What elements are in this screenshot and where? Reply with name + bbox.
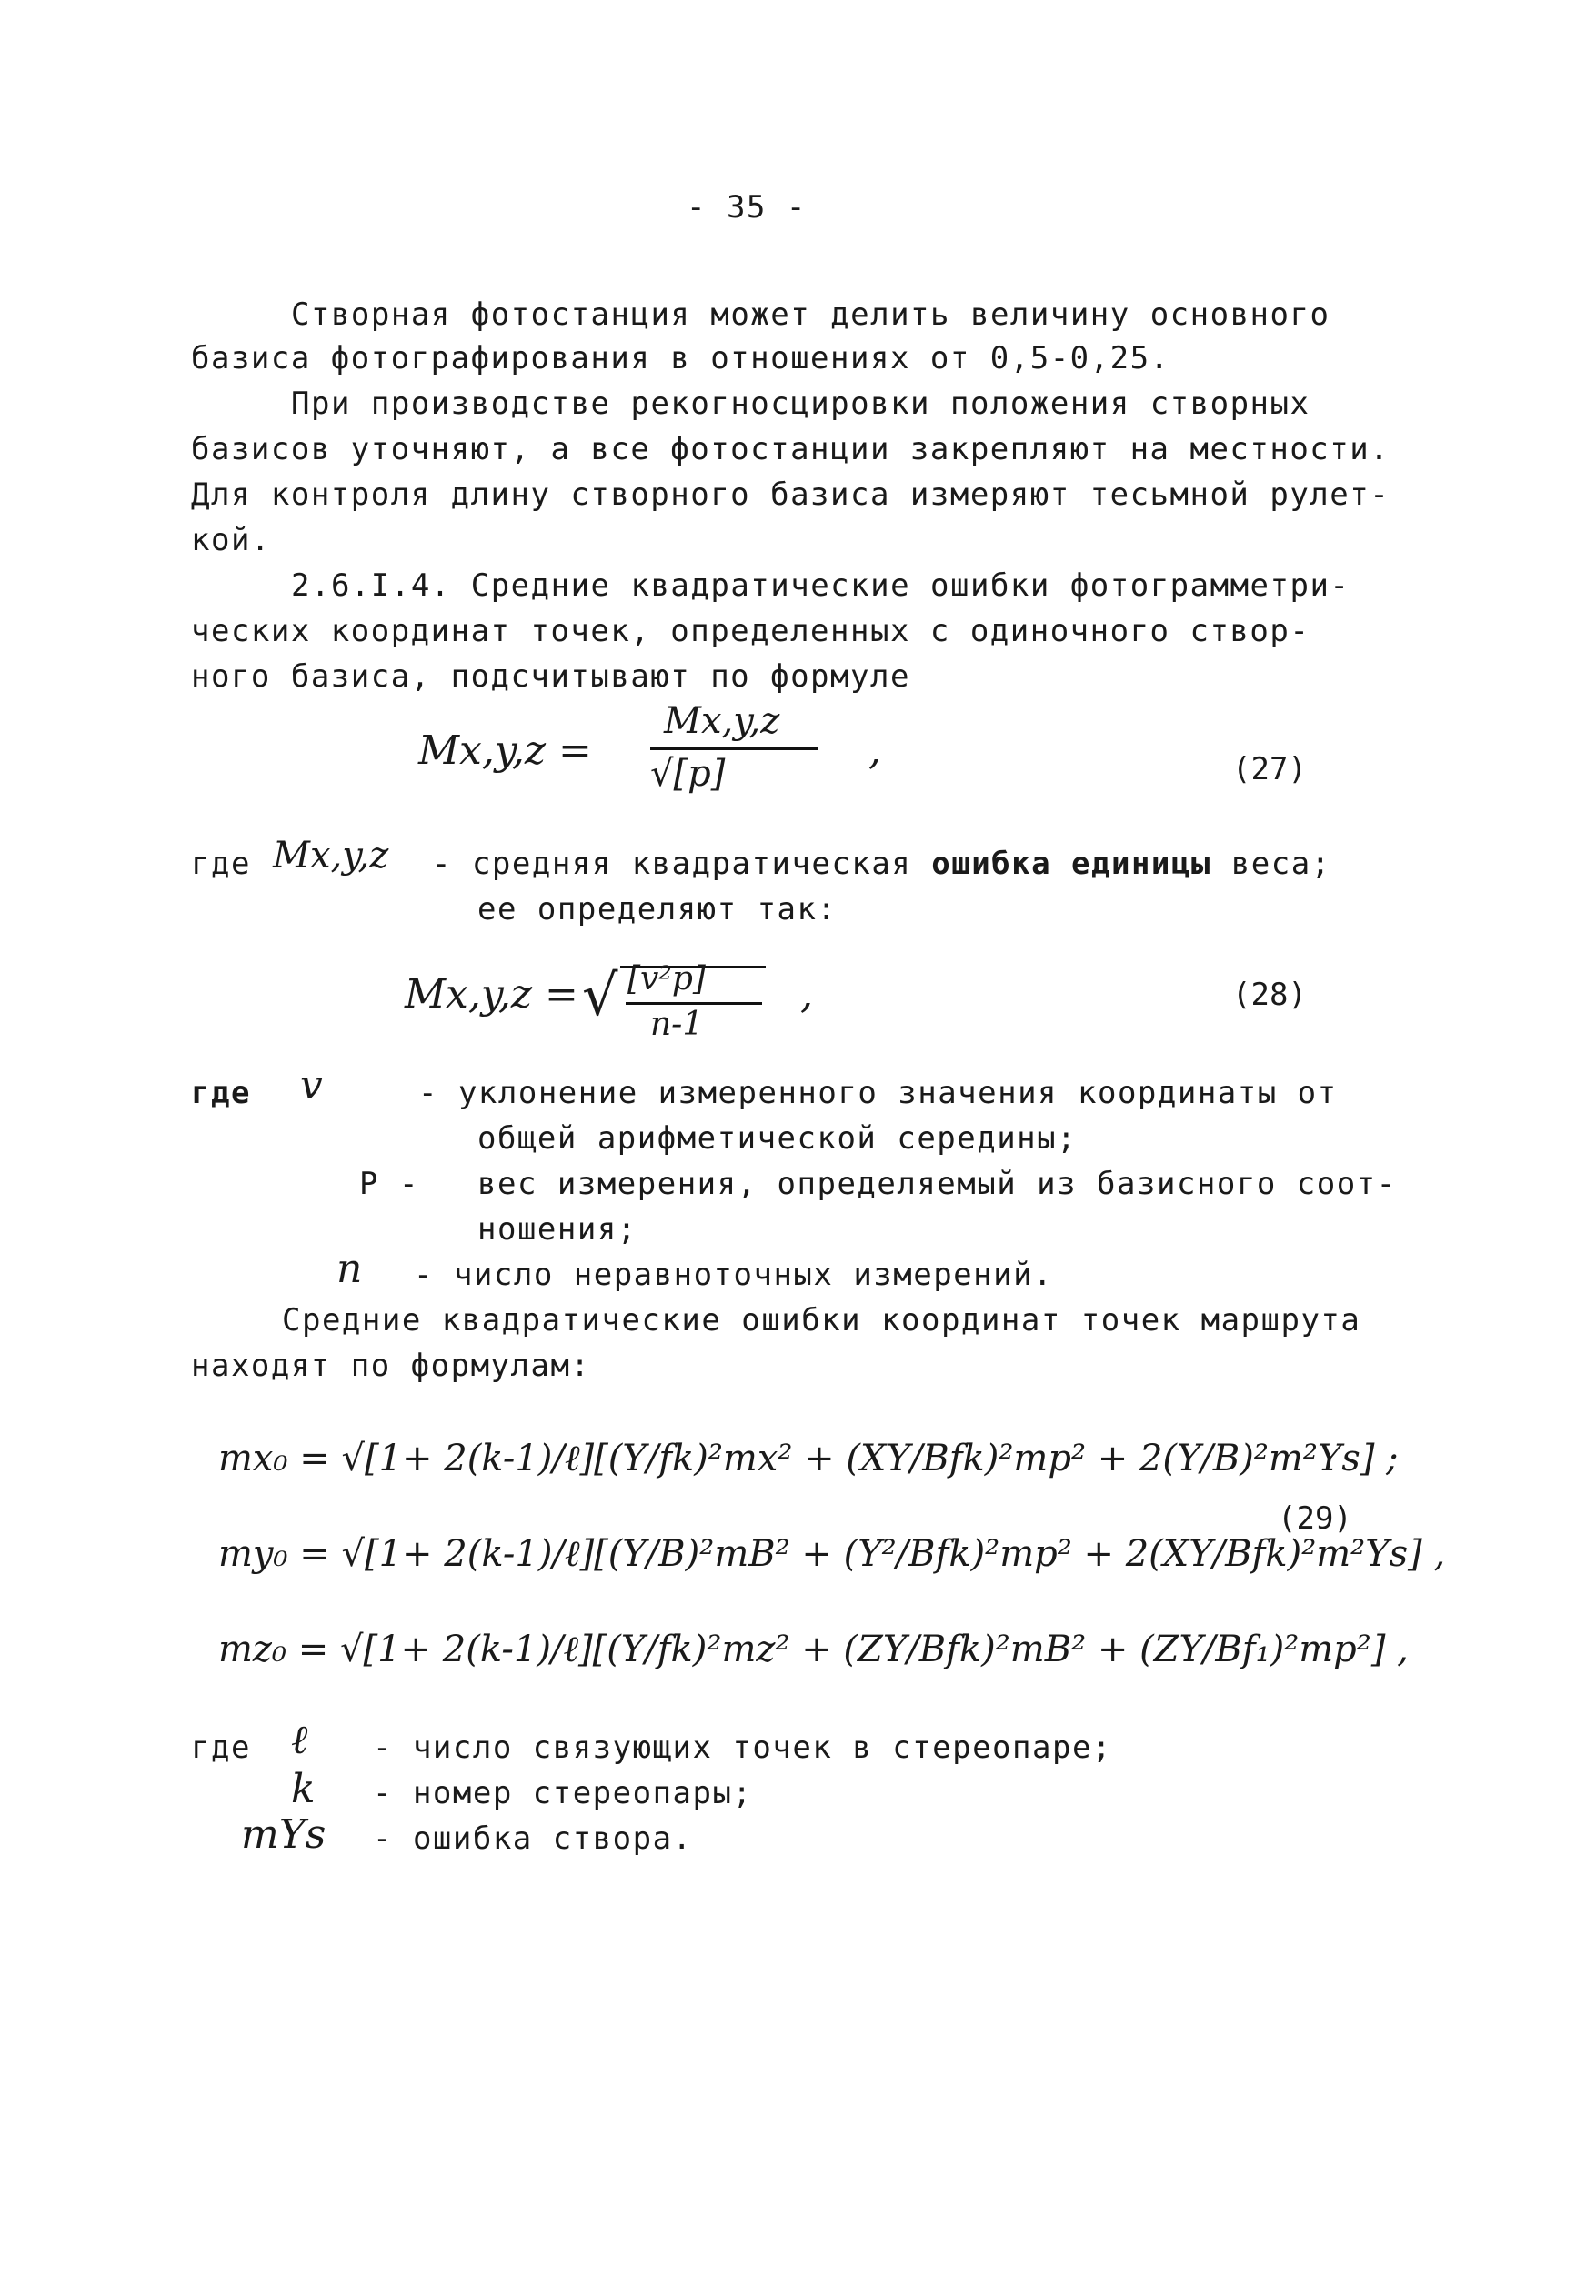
definition-l: - число связующих точек в стереопаре;: [373, 1730, 1112, 1766]
formula-29-my: my₀ = √[1+ 2(k-1)/ℓ][(Y/B)²mB² + (Y²/Bfk)²mp² + 2(XY/Bfk)²m²Ys] ,: [218, 1533, 1446, 1575]
text-line: находят по формулам:: [191, 1348, 591, 1384]
symbol-M: Mx,y,z: [273, 835, 389, 877]
text-line: кой.: [191, 522, 271, 558]
symbol-l: ℓ: [291, 1717, 308, 1763]
formula-28-comma: ,: [800, 971, 813, 1018]
formula-27-numerator: Mx,y,z: [664, 700, 780, 742]
definition-P-continued: ношения;: [477, 1211, 637, 1248]
formula-27-denominator: √[p]: [650, 753, 726, 795]
text-line: Средние квадратические ошибки координат точек маршрута: [282, 1302, 1361, 1338]
equation-number-27: (27): [1232, 751, 1307, 787]
definition-v: - уклонение измеренного значения координаты от: [418, 1075, 1338, 1111]
symbol-n: n: [336, 1246, 363, 1292]
definition-M-pre: - средняя квадратическая: [432, 846, 932, 882]
text-line: базисов уточняют, а все фотостанции закрепляют на местности.: [191, 431, 1390, 467]
definition-M-continued: ее определяют так:: [477, 891, 838, 927]
symbol-mYs: mYs: [241, 1811, 326, 1858]
text-line: При производстве рекогносцировки положения створных: [291, 386, 1310, 422]
symbol-P: P -: [359, 1166, 419, 1202]
definition-k: - номер стереопары;: [373, 1775, 753, 1811]
text-line: Для контроля длину створного базиса измеряют тесьмной рулет-: [191, 476, 1390, 513]
formula-29-mx: mx₀ = √[1+ 2(k-1)/ℓ][(Y/fk)²mx² + (XY/Bfk)²mp² + 2(Y/B)²m²Ys] ;: [218, 1438, 1399, 1479]
formula-29-mz: mz₀ = √[1+ 2(k-1)/ℓ][(Y/fk)²mz² + (ZY/Bfk)²mB² + (ZY/Bf₁)²mp²] ,: [218, 1629, 1409, 1670]
fraction-bar: [650, 747, 818, 750]
definition-mYs: - ошибка створа.: [373, 1820, 693, 1857]
where-label: где: [191, 1075, 251, 1111]
page-number: - 35 -: [687, 189, 807, 226]
definition-M-post: веса;: [1210, 846, 1331, 882]
text-line: ческих координат точек, определенных с одиночного створ-: [191, 613, 1310, 649]
definition-M-bold: ошибка единицы: [931, 846, 1211, 882]
definition-M: [432, 844, 1331, 884]
definition-v-continued: общей арифметической середины;: [477, 1120, 1078, 1157]
equation-number-28: (28): [1232, 977, 1307, 1013]
symbol-k: k: [291, 1766, 316, 1812]
formula-27-lhs: Mx,y,z =: [418, 727, 592, 774]
formula-28-lhs: Mx,y,z =: [405, 971, 578, 1018]
definition-P: вес измерения, определяемый из базисного соот-: [477, 1166, 1397, 1202]
symbol-v: v: [300, 1062, 323, 1108]
formula-28-denominator: n-1: [650, 1006, 704, 1043]
text-line: ного базиса, подсчитывают по формуле: [191, 658, 910, 695]
where-label: где: [191, 1730, 251, 1766]
definition-n: - число неравноточных измерений.: [414, 1257, 1054, 1293]
where-label: где: [191, 846, 251, 882]
equation-number-29: (29): [1278, 1500, 1352, 1537]
formula-27-comma: ,: [868, 727, 881, 774]
text-line: базиса фотографирования в отношениях от 0,5-0,25.: [191, 340, 1170, 376]
fraction-bar: [626, 1002, 762, 1005]
sqrt-sign: √: [582, 962, 618, 1028]
formula-28-numerator: [v²p]: [627, 960, 706, 998]
text-line: 2.6.I.4. Средние квадратические ошибки фотограмметри-: [291, 567, 1350, 604]
text-line: Створная фотостанция может делить величину основного: [291, 296, 1330, 333]
